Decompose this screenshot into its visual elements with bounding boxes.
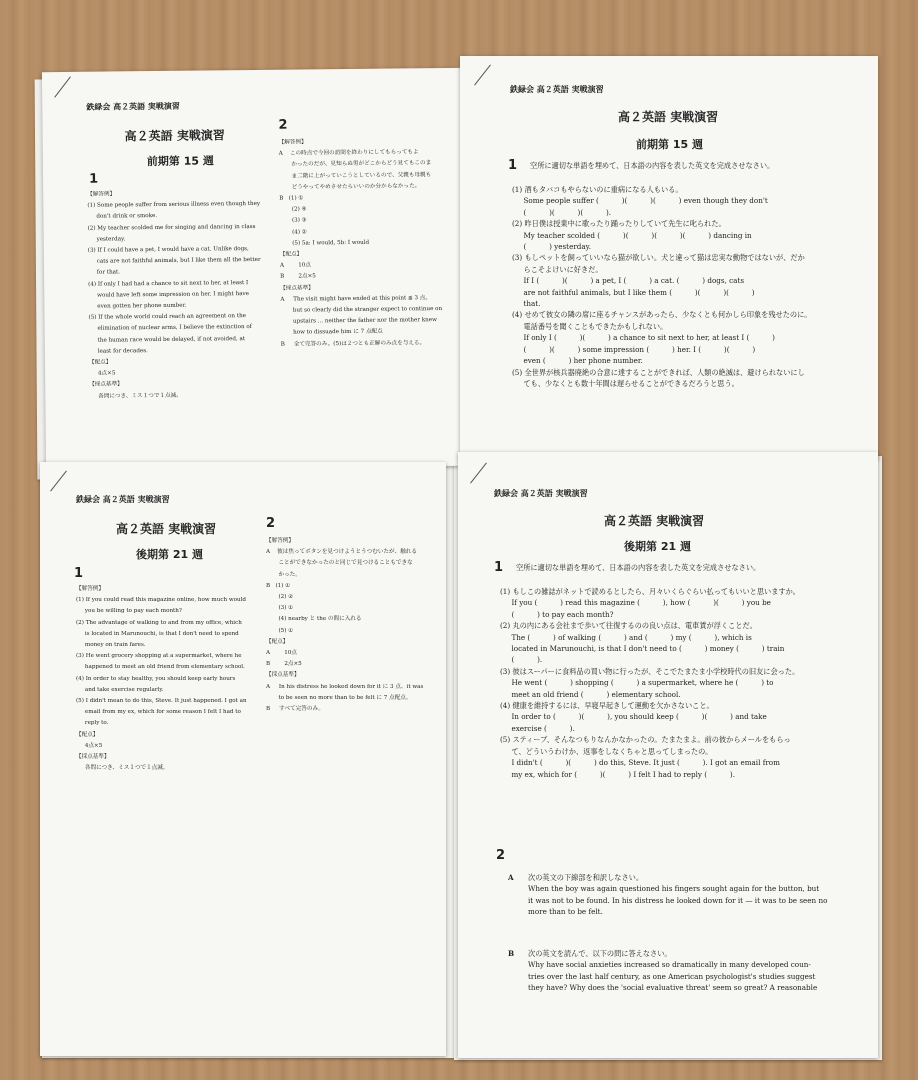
- sheet-week: 前期第 15 週: [636, 138, 703, 151]
- part-label: B: [508, 949, 515, 958]
- section-number: 1: [74, 566, 84, 581]
- question-instruction: 空所に適切な単語を埋めて、日本語の内容を表した英文を完成させなさい。: [530, 161, 775, 170]
- answer-sheet-zenki-15: [42, 68, 464, 470]
- part-a-text: 次の英文の下線部を和訳しなさい。 When the boy was again questioned his fingers sought again for the button, but it was not to be found. In his distress he looked down for it — it was to be seen no more than to be felt.: [528, 873, 828, 917]
- part-label: A: [508, 873, 514, 882]
- question-sheet-kouki-21: [458, 452, 878, 1058]
- sheet-title: 高２英語 実戦演習: [124, 128, 225, 144]
- answer-column-2: 【解答例】 A この時点で今回の訪問を終わりにしてもらってもよ かったのだが、見知らぬ男がどこからどう見てもこのま ま二階に上がっていこうとしているので、父親も母親も どうやってやめさせたらいいのか分からなかった。 B (1) ① (2) ④ (3) ③ (4) ② (5) 5a: I would, 5b: I would 【配点】 A 10点 B 2点×5 【採点基準】 A The visit might have ended at this point ≦ 3 点。 but so clearly did the stranger expect to continue on upstairs ... neither the father nor the mother knew how to dissuade him に 7 点配点 B 全て完答のみ。(5)は２つとも正解のみ点を与える。: [278, 139, 443, 348]
- pen-mark: [54, 76, 71, 97]
- answer-sheet-kouki-21: [40, 462, 446, 1056]
- question-body: (1) もしこの雑誌がネットで読めるとしたら、月々いくらぐらい払ってもいいと思いますか。 If you ( ) read this magazine ( ), how ( )( ) you be ( ) to pay each month? (2) 丸の内にある会社まで歩いて往復するのの良い点は、電車賃が浮くことだ。 The ( ) of walking ( ) and ( ) my ( ), which is located in Marunouchi, is that I don't need to ( ) money ( ) train ( ). (3) 彼はスーパーに食料品の買い物に行ったが、そこでたまたま小学校時代の旧友に会った。 He went ( ) shopping ( ) a supermarket, where he ( ) to meet an old friend ( ) elementary school. (4) 健康を維持するには、早寝早起きして運動を欠かさないこと。 In order to ( )( ), you should keep ( )( ) and take exercise ( ). (5) スティーブ、そんなつもりなんかなかったの。たまたまよ。前の彼からメールをもらっ て、どういうわけか、返事をしなくちゃと思ってしまったの。 I didn't ( )( ) do this, Steve. It just ( ). I got an email from my ex, which for ( )( ) I felt I had to reply ( ).: [500, 587, 800, 779]
- sheet-title: 高２英語 実戦演習: [116, 522, 217, 536]
- pen-mark: [474, 64, 491, 85]
- section-number: 2: [266, 516, 276, 531]
- sheet-week: 後期第 21 週: [136, 548, 203, 561]
- sheet-title: 高２英語 実戦演習: [618, 110, 719, 124]
- sheet-week: 後期第 21 週: [624, 540, 691, 553]
- pen-mark: [50, 470, 67, 491]
- sheet-week: 前期第 15 週: [146, 154, 214, 169]
- section-number: 1: [508, 158, 518, 173]
- sheet-header: 鉄緑会 高２英語 実戦演習: [76, 495, 170, 504]
- section-number: 1: [88, 171, 99, 187]
- sheet-header: 鉄緑会 高２英語 実戦演習: [86, 101, 180, 112]
- section-number: 1: [494, 560, 504, 575]
- answer-column-1: 【解答例】 (1) Some people suffer from serious illness even though they don't drink or smoke. (2) My teacher scolded me for singing and dancing in class yesterday. (3) If I could have a pet, I would have a cat. Unlike dogs, cats are not faithful animals, but I like them all the better for that. (4) If only I had had a chance to sit next to her, at least I would have left some impression on her. I might have even gotten her phone number. (5) If the whole world could reach an agreement on the elimination of nuclear arms, I believe the extinction of the human race would be delayed, if not avoided, at least for decades. 【配点】 4点×5 【採点基準】 各問につき、ミス１つで１点減。: [87, 191, 261, 400]
- section-number: 2: [278, 117, 288, 133]
- question-instruction: 空所に適切な単語を埋めて、日本語の内容を表した英文を完成させなさい。: [516, 563, 761, 572]
- question-body: (1) 酒もタバコもやらないのに重病になる人もいる。 Some people suffer ( )( )( ) even though they don't ( )( )( ). (2) 昨日僕は授業中に歌ったり踊ったりしていて先生に叱られた。 My teacher scolded ( )( )( )( ) dancing in ( ) yesterday. (3) もしペットを飼っていいなら猫が欲しい。犬と違って猫は忠実な動物ではないが、だか らこそよけいに好きだ。 If I ( )( ) a pet, I ( ) a cat. ( ) dogs, cats are not faithful animals, but I like them ( )( )( ) that. (4) せめて彼女の隣の席に座るチャンスがあったら、少なくとも何かしら印象を残せたのに。 電話番号を聞くこともできたかもしれない。 If only I ( )( ) a chance to sit next to her, at least I ( ) ( )( ) some impression ( ) her. I ( )( ) even ( ) her phone number. (5) 全世界が核兵器廃絶の合意に達することができれば、人類の絶滅は、避けられないにし ても、少なくとも数十年間は遅らせることができるだろうと思う。: [512, 185, 812, 388]
- answer-column-1: 【解答例】 (1) If you could read this magazine online, how much would you be willing to pay each month? (2) The advantage of walking to and from my office, which is located in Marunouchi, is that I don't need to spend money on train fares. (3) He went grocery shopping at a supermarket, where he happened to meet an old friend from elementary school. (4) In order to stay healthy, you should keep early hours and take exercise regularly. (5) I didn't mean to do this, Steve. It just happened. I got an email from my ex, which for some reason I felt I had to reply to. 【配点】 4点×5 【採点基準】 各問につき、ミス１つで１点減。: [76, 586, 247, 772]
- sheet-title: 高２英語 実戦演習: [604, 514, 705, 528]
- sheet-header: 鉄緑会 高２英語 実戦演習: [494, 489, 588, 498]
- section-number: 2: [496, 848, 506, 863]
- question-sheet-zenki-15: [460, 56, 878, 460]
- sheet-header: 鉄緑会 高２英語 実戦演習: [510, 85, 604, 94]
- answer-column-2: 【解答例】 A 彼は焦ってボタンを見つけようとうつむいたが、触れる ことができなかったのと同じで見つけることもできな かった。 B (1) ① (2) ② (3) ① (4) nearby と the の間に入れる (5) ① 【配点】 A 10点 B 2点×5 【採点基準】 A In his distress he looked down for it に 3 点、it was to be seen no more than to be felt に 7 点配点。 B すべて完答のみ。: [266, 538, 424, 713]
- part-b-text: 次の英文を読んで、以下の問に答えなさい。 Why have social anxieties increased so dramatically in many developed coun- tries over the last half century, as one American psychologist's studies suggest they have? Why does the 'social evaluative threat' seem so great? A reasonable: [528, 949, 818, 993]
- pen-mark: [470, 462, 487, 483]
